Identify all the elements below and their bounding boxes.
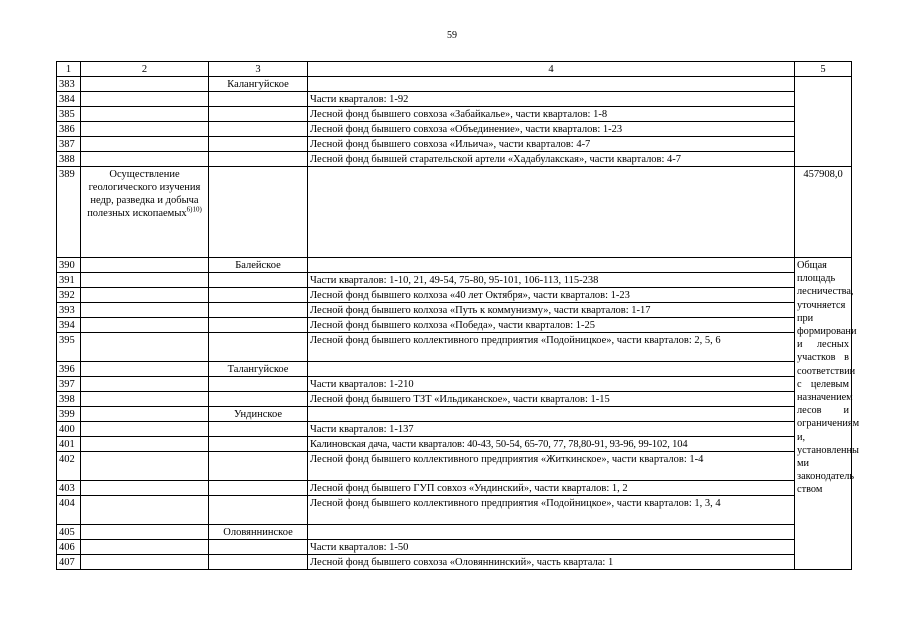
table-row <box>57 555 852 570</box>
row-number: 392 <box>57 288 81 303</box>
purpose-cell <box>81 303 209 318</box>
district-cell <box>209 273 308 288</box>
district-cell <box>209 333 308 362</box>
header-col-1: 1 <box>57 62 81 77</box>
purpose-cell <box>81 152 209 167</box>
purpose-cell <box>81 318 209 333</box>
table-row <box>57 392 852 407</box>
row-number: 403 <box>57 481 81 496</box>
row-number: 395 <box>57 333 81 362</box>
table-row <box>57 540 852 555</box>
table-header-row <box>57 62 852 77</box>
table-row <box>57 107 852 122</box>
forest-area-cell: Калиновская дача, части кварталов: 40-43, 50-54, 65-70, 77, 78,80-91, 93-96, 99-102, 104 <box>308 437 795 452</box>
forest-area-cell: Лесной фонд бывшего совхоза «Ильича», части кварталов: 4-7 <box>308 137 795 152</box>
district-cell <box>209 452 308 481</box>
area-note-line: при <box>797 312 814 324</box>
row-number: 387 <box>57 137 81 152</box>
area-note-text <box>797 259 860 497</box>
area-note-line: участков в <box>797 352 849 364</box>
purpose-cell <box>81 452 209 481</box>
table-row <box>57 152 852 167</box>
row-number: 398 <box>57 392 81 407</box>
area-note-line: уточняется <box>797 299 846 311</box>
district-cell <box>209 437 308 452</box>
purpose-cell <box>81 422 209 437</box>
table-row <box>57 377 852 392</box>
forest-area-cell <box>308 407 795 422</box>
table-row <box>57 362 852 377</box>
area-note-line: ми <box>797 458 810 470</box>
forest-area-cell: Лесной фонд бывшего коллективного предприятия «Подойницкое», части кварталов: 1, 3, 4 <box>308 496 795 525</box>
row-number: 390 <box>57 258 81 273</box>
row-number: 388 <box>57 152 81 167</box>
district-cell <box>209 377 308 392</box>
table-row <box>57 122 852 137</box>
forest-area-cell: Лесной фонд бывшего ГУП совхоз «Ундинский», части кварталов: 1, 2 <box>308 481 795 496</box>
row-number: 407 <box>57 555 81 570</box>
row-number: 397 <box>57 377 81 392</box>
purpose-cell <box>81 496 209 525</box>
row-number: 402 <box>57 452 81 481</box>
table-row <box>57 525 852 540</box>
district-cell <box>209 137 308 152</box>
row-number: 386 <box>57 122 81 137</box>
district-cell <box>209 496 308 525</box>
table-row <box>57 437 852 452</box>
district-cell <box>209 303 308 318</box>
district-cell: Калангуйское <box>209 77 308 92</box>
table-row <box>57 167 852 258</box>
area-note-line: ограничениям <box>797 418 860 430</box>
district-cell <box>209 92 308 107</box>
table-row <box>57 92 852 107</box>
purpose-cell <box>81 137 209 152</box>
area-note-line: Общая <box>797 260 827 271</box>
purpose-cell <box>81 122 209 137</box>
row-number: 389 <box>57 167 81 258</box>
row-number: 400 <box>57 422 81 437</box>
area-value: 457908,0 <box>795 167 852 258</box>
forest-area-cell: Лесной фонд бывшего коллективного предприятия «Житкинское», части кварталов: 1-4 <box>308 452 795 481</box>
forest-area-cell: Лесной фонд бывшего колхоза «Путь к коммунизму», части кварталов: 1-17 <box>308 303 795 318</box>
row-number: 404 <box>57 496 81 525</box>
purpose-cell <box>81 167 209 258</box>
district-cell <box>209 540 308 555</box>
district-cell <box>209 122 308 137</box>
district-cell <box>209 288 308 303</box>
district-cell <box>209 392 308 407</box>
purpose-cell <box>81 481 209 496</box>
forest-area-cell: Лесной фонд бывшего колхоза «40 лет Октября», части кварталов: 1-23 <box>308 288 795 303</box>
area-note-line: законодатель <box>797 471 855 483</box>
area-note-line: лесов и <box>797 405 849 417</box>
area-note <box>795 258 860 570</box>
forest-area-cell <box>308 362 795 377</box>
forest-area-cell: Части кварталов: 1-92 <box>308 92 795 107</box>
forest-area-cell: Лесной фонд бывшего колхоза «Победа», части кварталов: 1-25 <box>308 318 795 333</box>
forest-area-cell <box>308 525 795 540</box>
row-number: 394 <box>57 318 81 333</box>
row-number: 393 <box>57 303 81 318</box>
area-note-line: лесничества, <box>797 286 854 298</box>
forest-area-cell: Лесной фонд бывшего ТЗТ «Ильдиканское», части кварталов: 1-15 <box>308 392 795 407</box>
forest-area-cell: Части кварталов: 1-50 <box>308 540 795 555</box>
forest-area-cell: Лесной фонд бывшей старательской артели «Хадабулакская», части кварталов: 4-7 <box>308 152 795 167</box>
forest-area-cell <box>308 167 795 258</box>
forest-area-cell: Части кварталов: 1-10, 21, 49-54, 75-80, 95-101, 106-113, 115-238 <box>308 273 795 288</box>
district-cell <box>209 152 308 167</box>
row-number: 391 <box>57 273 81 288</box>
table-row <box>57 273 852 288</box>
row-number: 396 <box>57 362 81 377</box>
forest-areas-table <box>56 61 860 570</box>
area-note-line: установленны <box>797 444 859 456</box>
forest-area-cell: Лесной фонд бывшего коллективного предприятия «Подойницкое», части кварталов: 2, 5, 6 <box>308 333 795 362</box>
purpose-cell <box>81 333 209 362</box>
district-cell: Оловяннинское <box>209 525 308 540</box>
row-number: 401 <box>57 437 81 452</box>
table-row <box>57 258 852 273</box>
row-number: 406 <box>57 540 81 555</box>
purpose-cell <box>81 258 209 273</box>
forest-area-cell: Части кварталов: 1-137 <box>308 422 795 437</box>
purpose-cell <box>81 288 209 303</box>
header-col-3: 3 <box>209 62 308 77</box>
area-note-line: с целевым <box>797 378 849 390</box>
row-number: 405 <box>57 525 81 540</box>
forest-area-cell: Лесной фонд бывшего совхоза «Забайкалье», части кварталов: 1-8 <box>308 107 795 122</box>
district-cell <box>209 167 308 258</box>
area-note-line: формировани <box>797 326 857 338</box>
row-number: 385 <box>57 107 81 122</box>
forest-area-cell: Лесной фонд бывшего совхоза «Объединение», части кварталов: 1-23 <box>308 122 795 137</box>
table-row <box>57 422 852 437</box>
purpose-cell <box>81 437 209 452</box>
table-row <box>57 137 852 152</box>
purpose-cell <box>81 540 209 555</box>
table-row <box>57 318 852 333</box>
header-col-5: 5 <box>795 62 852 77</box>
area-note-line: площадь <box>797 273 836 285</box>
area-cell <box>795 77 852 167</box>
area-note-line: и, <box>797 431 806 443</box>
district-cell <box>209 555 308 570</box>
purpose-text: Осуществление геологического изучения недр, разведка и добыча полезных ископаемых <box>87 169 201 219</box>
table-row <box>57 333 852 362</box>
district-cell <box>209 318 308 333</box>
table-row <box>57 452 852 481</box>
district-cell: Ундинское <box>209 407 308 422</box>
area-note-line: и лесных <box>797 339 849 351</box>
table-row <box>57 481 852 496</box>
purpose-cell <box>81 555 209 570</box>
area-note-line: ством <box>797 484 823 496</box>
table-row <box>57 77 852 92</box>
table-row <box>57 407 852 422</box>
purpose-cell <box>81 107 209 122</box>
forest-area-cell: Части кварталов: 1-210 <box>308 377 795 392</box>
header-col-4: 4 <box>308 62 795 77</box>
forest-area-cell <box>308 258 795 273</box>
purpose-cell <box>81 77 209 92</box>
table-row <box>57 303 852 318</box>
table-row <box>57 288 852 303</box>
purpose-cell <box>81 392 209 407</box>
area-note-line: соответствии <box>797 365 856 377</box>
area-note-line: назначением <box>797 392 853 404</box>
purpose-cell <box>81 273 209 288</box>
district-cell <box>209 481 308 496</box>
row-number: 399 <box>57 407 81 422</box>
purpose-footnote: 6)10) <box>186 205 202 214</box>
purpose-cell <box>81 407 209 422</box>
header-col-2: 2 <box>81 62 209 77</box>
district-cell: Балейское <box>209 258 308 273</box>
purpose-cell <box>81 92 209 107</box>
forest-area-cell: Лесной фонд бывшего совхоза «Оловяннинский», часть квартала: 1 <box>308 555 795 570</box>
district-cell <box>209 107 308 122</box>
purpose-cell <box>81 525 209 540</box>
purpose-cell <box>81 377 209 392</box>
purpose-cell <box>81 362 209 377</box>
page-number: 59 <box>447 30 457 41</box>
district-cell: Талангуйское <box>209 362 308 377</box>
district-cell <box>209 422 308 437</box>
row-number: 384 <box>57 92 81 107</box>
forest-area-cell <box>308 77 795 92</box>
row-number: 383 <box>57 77 81 92</box>
table-row <box>57 496 852 525</box>
